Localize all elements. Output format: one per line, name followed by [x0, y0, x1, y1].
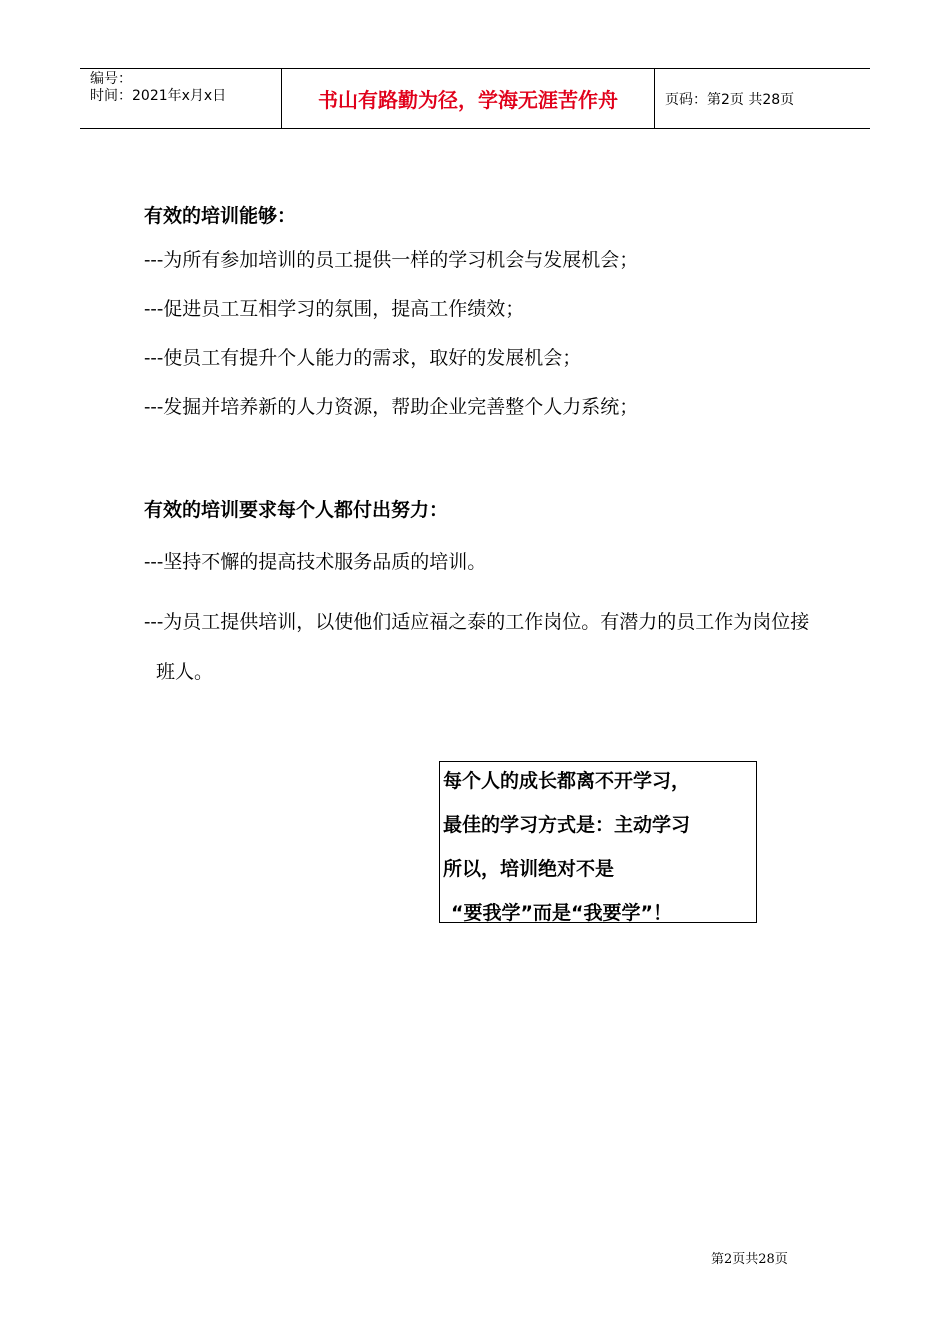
section2-item: ---坚持不懈的提高技术服务品质的培训。	[144, 551, 487, 573]
header-page-info: 页码：第2页 共28页	[665, 91, 795, 108]
header-meta	[80, 69, 282, 128]
callout-line: “要我学”而是“我要学”！	[451, 902, 672, 924]
time-label: 时间：2021年x月x日	[90, 88, 227, 104]
callout-line: 最佳的学习方式是：主动学习	[443, 814, 691, 836]
callout-box	[439, 761, 757, 923]
section1-item: ---为所有参加培训的员工提供一样的学习机会与发展机会；	[144, 249, 639, 271]
callout-line: 所以，培训绝对不是	[443, 858, 615, 880]
header-motto: 书山有路勤为径，学海无涯苦作舟	[282, 69, 655, 128]
section2-heading: 有效的培训要求每个人都付出努力：	[144, 499, 449, 521]
page-footer: 第2页共28页	[711, 1252, 788, 1267]
document-body	[144, 196, 824, 697]
section1-item: ---促进员工互相学习的氛围，提高工作绩效；	[144, 298, 525, 320]
page-header	[80, 68, 870, 129]
section1-item: ---发掘并培养新的人力资源，帮助企业完善整个人力系统；	[144, 396, 639, 418]
number-label: 编号：	[90, 71, 132, 87]
section1-item: ---使员工有提升个人能力的需求，取好的发展机会；	[144, 347, 582, 369]
section2-item: ---为员工提供培训，以使他们适应福之泰的工作岗位。有潜力的员工作为岗位接班人。	[144, 611, 810, 683]
section1-heading: 有效的培训能够：	[144, 205, 297, 227]
callout-line: 每个人的成长都离不开学习，	[443, 770, 691, 792]
